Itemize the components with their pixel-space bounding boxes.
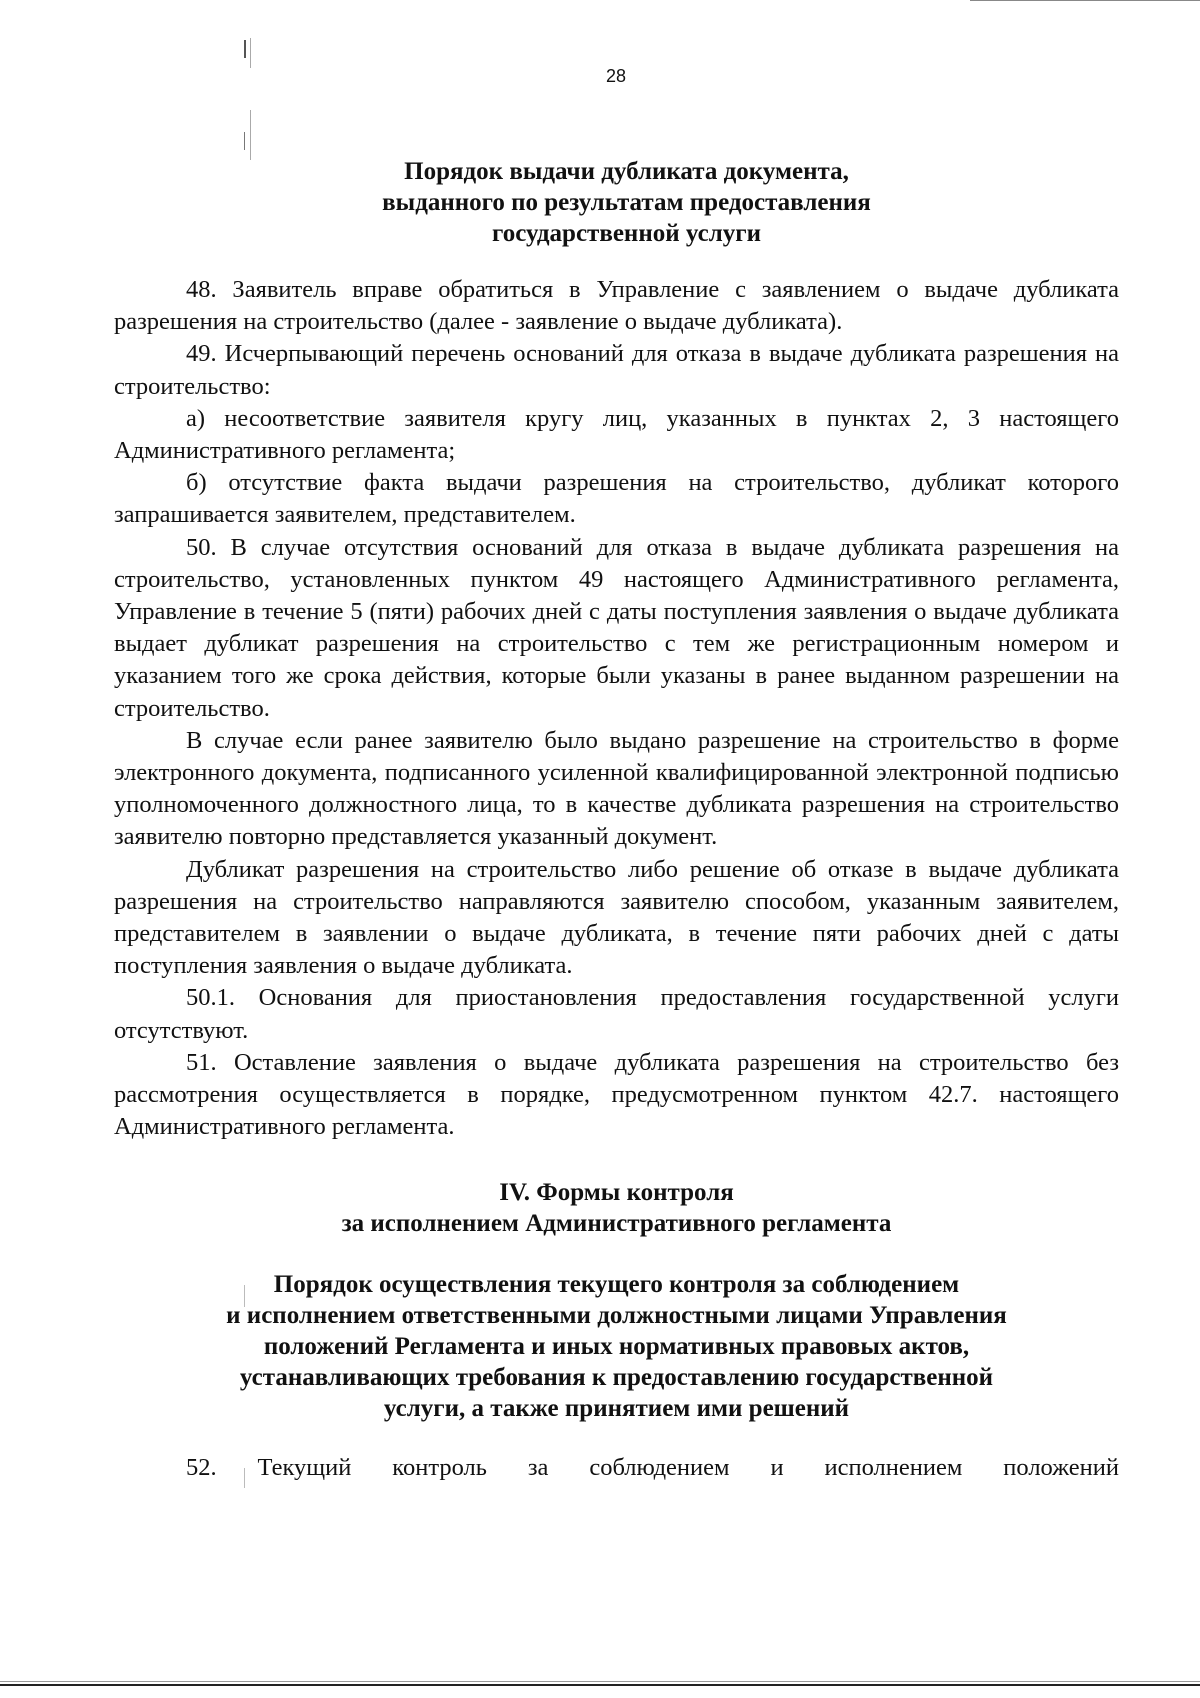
paragraph-49-a: а) несоответствие заявителя кругу лиц, указанных в пунктах 2, 3 настоящего Административного регламента; bbox=[114, 404, 1119, 465]
scan-mark bbox=[244, 40, 246, 58]
heading-line: выданного по результатам предоставления bbox=[382, 189, 871, 216]
scan-edge-line bbox=[970, 0, 1200, 1]
heading-line: устанавливающих требования к предоставлению государственной bbox=[239, 1364, 994, 1392]
heading-line: услуги, а также принятием ими решений bbox=[383, 1395, 850, 1423]
section-heading-current-control bbox=[114, 1269, 1119, 1424]
paragraph-50-1: 50.1. Основания для приостановления предоставления государственной услуги отсутствуют. bbox=[114, 984, 1119, 1044]
scan-mark bbox=[244, 132, 245, 150]
heading-line: Порядок осуществления текущего контроля за соблюдением bbox=[273, 1271, 960, 1299]
paragraph-49: 49. Исчерпывающий перечень оснований для отказа в выдаче дубликата разрешения на строительство: bbox=[114, 340, 1119, 400]
heading-line: положений Регламента и иных нормативных правовых актов, bbox=[263, 1333, 970, 1361]
paragraph-50-electronic: В случае если ранее заявителю было выдано разрешение на строительство в форме электронного документа, подписанного усиленной квалифицированной электронной подписью уполномоченного должностного лица, то в качестве дубликата разрешения на строительство заявителю повторно представляется указанный документ. bbox=[114, 726, 1119, 851]
body-text-1 bbox=[114, 274, 1119, 1143]
page-number: 28 bbox=[605, 66, 627, 86]
document-content bbox=[114, 156, 1119, 1485]
scan-mark bbox=[250, 38, 251, 68]
paragraph-48: 48. Заявитель вправе обратиться в Управление с заявлением о выдаче дубликата разрешения на строительство (далее - заявление о выдаче дубликата). bbox=[114, 276, 1119, 336]
paragraph-52: 52. Текущий контроль за соблюдением и исполнением положений bbox=[186, 1454, 1119, 1482]
paragraph-51: 51. Оставление заявления о выдаче дубликата разрешения на строительство без рассмотрения осуществляется в порядке, предусмотренном пунктом 42.7. настоящего Административного регламента. bbox=[114, 1048, 1119, 1141]
section-heading-duplicate bbox=[134, 156, 1119, 249]
heading-line: IV. Формы контроля bbox=[499, 1179, 734, 1207]
paragraph-50: 50. В случае отсутствия оснований для отказа в выдаче дубликата разрешения на строительство, установленных пунктом 49 настоящего Административного регламента, Управление в течение 5 (пяти) рабочих дней с даты поступления заявления о выдаче дубликата выдает дубликат разрешения на строительство с тем же регистрационным номером и указанием того же срока действия, которые были указаны в ранее выданном разрешении на строительство. bbox=[114, 533, 1119, 722]
heading-line: и исполнением ответственными должностными лицами Управления bbox=[226, 1302, 1007, 1330]
heading-line: государственной услуги bbox=[491, 220, 762, 247]
scan-mark bbox=[250, 110, 251, 160]
paragraph-50-delivery: Дубликат разрешения на строительство либо решение об отказе в выдаче дубликата разрешения на строительство направляются заявителю способом, указанным заявителем, представителем в заявлении о выдаче дубликата, в течение пяти рабочих дней с даты поступления заявления о выдаче дубликата. bbox=[114, 855, 1119, 980]
scan-edge-line bbox=[0, 1684, 1200, 1686]
heading-line: Порядок выдачи дубликата документа, bbox=[404, 158, 849, 185]
section-heading-control-forms bbox=[114, 1177, 1119, 1239]
body-text-2 bbox=[114, 1452, 1119, 1484]
scan-edge-line bbox=[0, 1681, 1200, 1682]
heading-line: за исполнением Административного регламента bbox=[341, 1210, 892, 1238]
paragraph-49-b: б) отсутствие факта выдачи разрешения на строительство, дубликат которого запрашивается заявителем, представителем. bbox=[114, 469, 1119, 529]
